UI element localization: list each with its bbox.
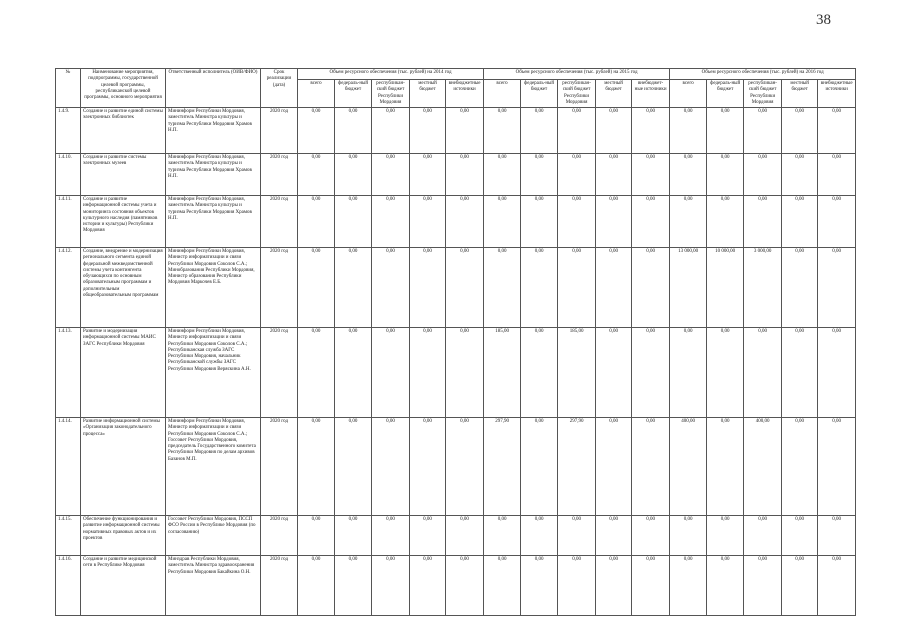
amount-cell: 0,00 [670, 196, 707, 248]
amount-cell: 0,00 [596, 556, 632, 616]
amount-cell: 0,00 [782, 248, 818, 328]
table-row [56, 154, 856, 196]
amount-cell: 0,00 [707, 418, 744, 516]
amount-cell: 0,00 [446, 248, 484, 328]
amount-cell: 0,00 [446, 418, 484, 516]
amount-cell: 0,00 [707, 516, 744, 556]
deadline-cell: 2020 год [261, 418, 298, 516]
subheader-federal: федераль-ный бюджет [335, 80, 372, 108]
amount-cell: 0,00 [818, 516, 856, 556]
deadline-cell: 2020 год [261, 516, 298, 556]
amount-cell: 0,00 [484, 248, 521, 328]
row-number: 1.4.9. [56, 108, 81, 154]
amount-cell: 0,00 [558, 516, 596, 556]
amount-cell: 0,00 [446, 108, 484, 154]
amount-cell: 0,00 [484, 556, 521, 616]
amount-cell: 0,00 [558, 154, 596, 196]
amount-cell: 0,00 [818, 418, 856, 516]
subheader-total: всего [670, 80, 707, 108]
amount-cell: 0,00 [744, 516, 782, 556]
table-row [56, 328, 856, 418]
amount-cell: 297,90 [484, 418, 521, 516]
amount-cell: 0,00 [372, 516, 410, 556]
table-row [56, 418, 856, 516]
amount-cell: 0,00 [410, 328, 446, 418]
amount-cell: 0,00 [632, 418, 670, 516]
amount-cell: 0,00 [782, 516, 818, 556]
amount-cell: 0,00 [410, 154, 446, 196]
row-number: 1.4.11. [56, 196, 81, 248]
amount-cell: 0,00 [818, 248, 856, 328]
responsible-executor: Госсовет Республики Мордовия, ПССП ФСО России в Республике Мордовия (по согласованию) [166, 516, 261, 556]
amount-cell: 0,00 [372, 248, 410, 328]
amount-cell: 0,00 [335, 418, 372, 516]
table-row [56, 248, 856, 328]
amount-cell: 13 000,00 [670, 248, 707, 328]
amount-cell: 0,00 [632, 154, 670, 196]
amount-cell: 0,00 [707, 328, 744, 418]
amount-cell: 0,00 [335, 516, 372, 556]
amount-cell: 0,00 [558, 196, 596, 248]
table-row [56, 196, 856, 248]
responsible-executor: Мининформ Республики Мордовия, Министр информатизации и связи Республики Мордовия Соколов С.А.; Республиканская служба ЗАГС Республики Мордовия, начальник Республиканской службы ЗАГС Республики Мордовия Веряскина А.Н. [166, 328, 261, 418]
amount-cell: 0,00 [782, 556, 818, 616]
measure-name: Создание и развитие медицинской сети в Республике Мордовия [81, 556, 166, 616]
amount-cell: 297,90 [558, 418, 596, 516]
amount-cell: 0,00 [818, 328, 856, 418]
amount-cell: 0,00 [410, 196, 446, 248]
subheader-extra: внебюджетные источники [818, 80, 856, 108]
amount-cell: 0,00 [744, 196, 782, 248]
amount-cell: 0,00 [372, 556, 410, 616]
amount-cell: 0,00 [670, 108, 707, 154]
amount-cell: 0,00 [521, 196, 558, 248]
amount-cell: 0,00 [410, 516, 446, 556]
subheader-total: всего [484, 80, 521, 108]
amount-cell: 0,00 [446, 196, 484, 248]
deadline-cell: 2020 год [261, 328, 298, 418]
responsible-executor: Мининформ Республики Мордовия, Министр информатизации и связи Республики Мордовия Соколов С.А.; Минобразования Республики Мордовия, Министр образования Республики Мордовия Маркочев Е.Б. [166, 248, 261, 328]
amount-cell: 0,00 [744, 108, 782, 154]
amount-cell: 185,00 [484, 328, 521, 418]
amount-cell: 0,00 [335, 328, 372, 418]
amount-cell: 0,00 [818, 108, 856, 154]
measure-name: Развитие и модернизация информационной системы МАИС ЗАГС Республики Мордовия [81, 328, 166, 418]
amount-cell: 400,00 [744, 418, 782, 516]
subheader-federal: федераль-ный бюджет [707, 80, 744, 108]
subheader-total: всего [298, 80, 335, 108]
header-deadline: Срок реализации (дата) [261, 69, 298, 108]
subheader-republic: республикан-ский бюджет Республики Мордовия [558, 80, 596, 108]
table-row [56, 516, 856, 556]
measure-name: Создание, внедрение и модернизация регионального сегмента единой федеральной межведомственной системы учета контингента обучающихся по основным образовательным программам и дополнительным общеобразовательным программам [81, 248, 166, 328]
amount-cell: 0,00 [298, 556, 335, 616]
amount-cell: 0,00 [818, 196, 856, 248]
amount-cell: 0,00 [558, 556, 596, 616]
page-number: 38 [816, 12, 831, 28]
responsible-executor: Мининформ Республики Мордовия, заместитель Министра культуры и туризма Республики Мордовия Храмов Н.П. [166, 196, 261, 248]
amount-cell: 0,00 [521, 154, 558, 196]
amount-cell: 0,00 [446, 516, 484, 556]
amount-cell: 0,00 [632, 556, 670, 616]
amount-cell: 10 000,00 [707, 248, 744, 328]
amount-cell: 0,00 [484, 516, 521, 556]
measure-name: Обеспечение функционирования и развитие информационной системы нормативных правовых актов и их проектов [81, 516, 166, 556]
amount-cell: 0,00 [782, 154, 818, 196]
amount-cell: 0,00 [744, 328, 782, 418]
header-name: Наименование мероприятия, подпрограммы, государственной целевой программы, республиканской целевой программы, основного мероприятия [81, 69, 166, 108]
amount-cell: 0,00 [558, 248, 596, 328]
amount-cell: 0,00 [707, 154, 744, 196]
amount-cell: 0,00 [446, 556, 484, 616]
amount-cell: 0,00 [521, 516, 558, 556]
amount-cell: 0,00 [521, 328, 558, 418]
amount-cell: 0,00 [372, 154, 410, 196]
amount-cell: 0,00 [670, 556, 707, 616]
amount-cell: 0,00 [632, 516, 670, 556]
amount-cell: 0,00 [372, 108, 410, 154]
amount-cell: 0,00 [298, 516, 335, 556]
amount-cell: 0,00 [632, 248, 670, 328]
amount-cell: 0,00 [782, 196, 818, 248]
amount-cell: 0,00 [446, 328, 484, 418]
amount-cell: 0,00 [372, 418, 410, 516]
amount-cell: 0,00 [335, 556, 372, 616]
responsible-executor: Минздрав Республики Мордовия, заместитель Министра здравоохранения Республики Мордовия Бакайкина О.Н. [166, 556, 261, 616]
amount-cell: 0,00 [596, 154, 632, 196]
deadline-cell: 2020 год [261, 154, 298, 196]
header-group-2016: Объем ресурсного обеспечения (тыс. рублей) на 2016 год [670, 69, 856, 80]
amount-cell: 0,00 [521, 108, 558, 154]
measure-name: Развитие информационной системы «Организация законодательного процесса» [81, 418, 166, 516]
amount-cell: 0,00 [484, 154, 521, 196]
row-number: 1.4.15. [56, 516, 81, 556]
amount-cell: 0,00 [298, 154, 335, 196]
subheader-local: местный бюджет [596, 80, 632, 108]
amount-cell: 0,00 [818, 556, 856, 616]
header-no: № [56, 69, 81, 108]
amount-cell: 400,00 [670, 418, 707, 516]
amount-cell: 0,00 [446, 154, 484, 196]
amount-cell: 0,00 [744, 556, 782, 616]
subheader-extra: внебюджетные источники [446, 80, 484, 108]
responsible-executor: Мининформ Республики Мордовия, заместитель Министра культуры и туризма Республики Мордовия Храмов Н.П. [166, 108, 261, 154]
measure-name: Создание и развитие системы электронных музеев [81, 154, 166, 196]
amount-cell: 0,00 [744, 154, 782, 196]
amount-cell: 0,00 [707, 556, 744, 616]
amount-cell: 0,00 [632, 196, 670, 248]
amount-cell: 0,00 [298, 108, 335, 154]
amount-cell: 0,00 [298, 418, 335, 516]
amount-cell: 0,00 [298, 328, 335, 418]
amount-cell: 0,00 [521, 418, 558, 516]
amount-cell: 0,00 [782, 418, 818, 516]
row-number: 1.4.14. [56, 418, 81, 516]
deadline-cell: 2020 год [261, 108, 298, 154]
amount-cell: 3 000,00 [744, 248, 782, 328]
row-number: 1.4.12. [56, 248, 81, 328]
amount-cell: 0,00 [410, 108, 446, 154]
amount-cell: 0,00 [782, 328, 818, 418]
header-group-2014: Объем ресурсного обеспечения (тыс. рублей) на 2014 год [298, 69, 484, 80]
subheader-extra: внебюджет-ные источники [632, 80, 670, 108]
table-row [56, 556, 856, 616]
deadline-cell: 2020 год [261, 196, 298, 248]
amount-cell: 0,00 [558, 108, 596, 154]
amount-cell: 0,00 [596, 108, 632, 154]
amount-cell: 0,00 [335, 108, 372, 154]
amount-cell: 0,00 [335, 248, 372, 328]
amount-cell: 0,00 [596, 248, 632, 328]
amount-cell: 0,00 [410, 556, 446, 616]
amount-cell: 0,00 [484, 196, 521, 248]
amount-cell: 0,00 [596, 328, 632, 418]
amount-cell: 0,00 [335, 196, 372, 248]
subheader-republic: республикан-ский бюджет Республики Мордовия [372, 80, 410, 108]
measure-name: Создание и развитие информационной системы учета и мониторинга состояния объектов культурного наследия (памятников истории и культуры) Республики Мордовия [81, 196, 166, 248]
amount-cell: 185,00 [558, 328, 596, 418]
amount-cell: 0,00 [818, 154, 856, 196]
amount-cell: 0,00 [632, 108, 670, 154]
table-row [56, 108, 856, 154]
row-number: 1.4.10. [56, 154, 81, 196]
header-executor: Ответственный исполнитель (ОИВ/ФИО) [166, 69, 261, 108]
amount-cell: 0,00 [596, 418, 632, 516]
deadline-cell: 2020 год [261, 248, 298, 328]
amount-cell: 0,00 [670, 154, 707, 196]
row-number: 1.4.16. [56, 556, 81, 616]
amount-cell: 0,00 [670, 328, 707, 418]
amount-cell: 0,00 [298, 248, 335, 328]
amount-cell: 0,00 [782, 108, 818, 154]
responsible-executor: Мининформ Республики Мордовия, Министр информатизации и связи Республики Мордовия Соколов С.А.; Госсовет Республики Мордовия, председатель Государственного комитета Республики Мордовия по делам архивов Базанов М.П. [166, 418, 261, 516]
subheader-federal: федераль-ный бюджет [521, 80, 558, 108]
amount-cell: 0,00 [596, 196, 632, 248]
amount-cell: 0,00 [410, 418, 446, 516]
subheader-republic: республикан-ский бюджет Республики Мордовия [744, 80, 782, 108]
amount-cell: 0,00 [521, 556, 558, 616]
deadline-cell: 2020 год [261, 556, 298, 616]
measure-name: Создание и развитие единой системы электронных библиотек [81, 108, 166, 154]
row-number: 1.4.13. [56, 328, 81, 418]
subheader-local: местный бюджет [782, 80, 818, 108]
header-group-2015: Объем ресурсного обеспечения (тыс. рублей) на 2015 год [484, 69, 670, 80]
amount-cell: 0,00 [632, 328, 670, 418]
amount-cell: 0,00 [372, 196, 410, 248]
amount-cell: 0,00 [707, 108, 744, 154]
subheader-local: местный бюджет [410, 80, 446, 108]
amount-cell: 0,00 [335, 154, 372, 196]
resource-table [55, 68, 856, 616]
responsible-executor: Мининформ Республики Мордовия, заместитель Министра культуры и туризма Республики Мордовия Храмов Н.П. [166, 154, 261, 196]
amount-cell: 0,00 [410, 248, 446, 328]
amount-cell: 0,00 [521, 248, 558, 328]
amount-cell: 0,00 [707, 196, 744, 248]
amount-cell: 0,00 [670, 516, 707, 556]
amount-cell: 0,00 [372, 328, 410, 418]
amount-cell: 0,00 [596, 516, 632, 556]
amount-cell: 0,00 [298, 196, 335, 248]
amount-cell: 0,00 [484, 108, 521, 154]
